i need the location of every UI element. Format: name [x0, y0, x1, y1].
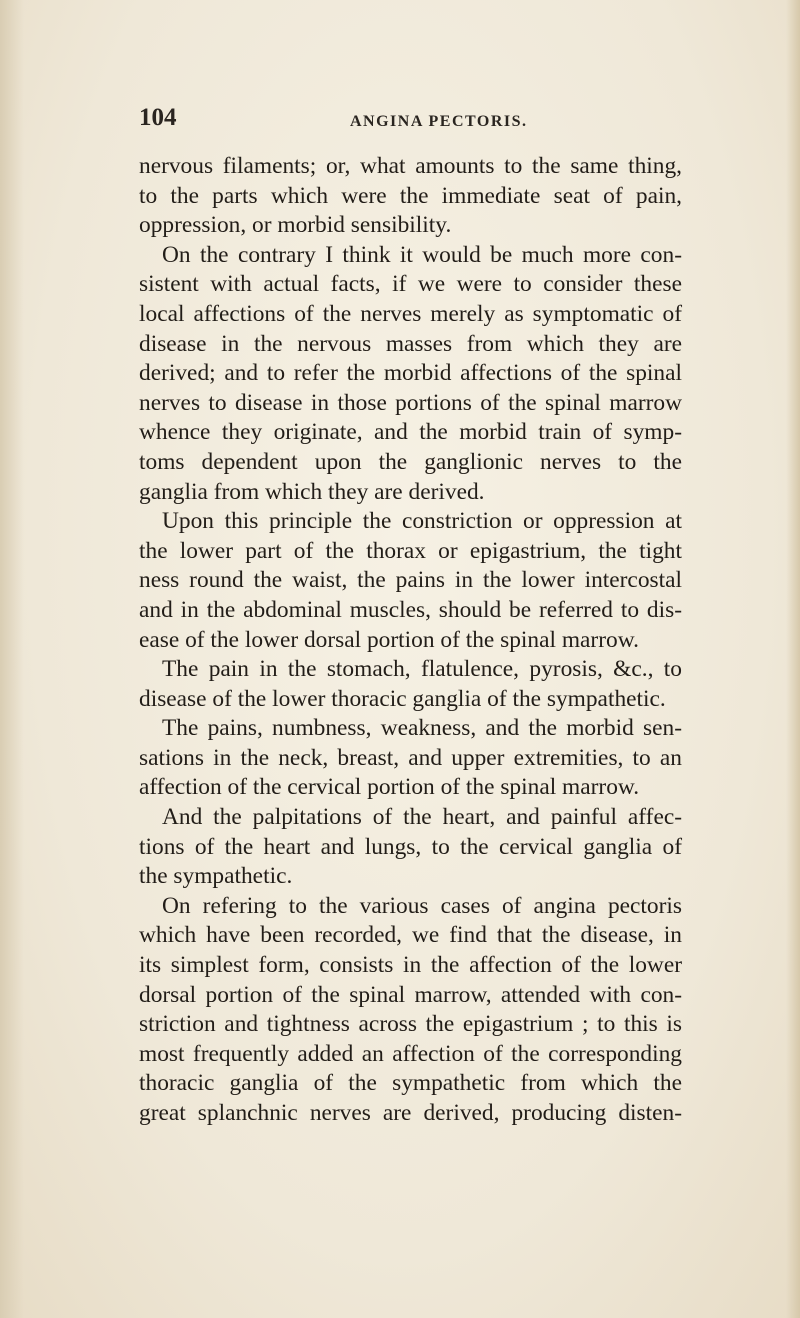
text-line: whence they originate, and the morbid train of symp- — [139, 419, 682, 446]
text-line: Upon this principle the constriction or oppression at — [162, 508, 682, 535]
text-line: disease in the nervous masses from which they are — [139, 330, 682, 357]
text-line: toms dependent upon the ganglionic nerves to the — [139, 448, 682, 475]
text-line: which have been recorded, we find that the disease, in — [139, 922, 682, 949]
text-line: derived; and to refer the morbid affections of the spinal — [139, 360, 682, 387]
text-line: The pain in the stomach, flatulence, pyrosis, &c., to — [162, 656, 682, 683]
body-text — [139, 152, 682, 1129]
text-line: local affections of the nerves merely as symptomatic of — [139, 300, 682, 327]
text-line: sistent with actual facts, if we were to consider these — [139, 271, 682, 298]
page-header — [139, 104, 682, 144]
text-line: sations in the neck, breast, and upper extremities, to an — [139, 744, 682, 771]
text-line: its simplest form, consists in the affection of the lower — [139, 952, 682, 979]
text-line: ease of the lower dorsal portion of the spinal marrow. — [139, 626, 639, 653]
text-line: ganglia from which they are derived. — [139, 478, 485, 505]
running-head: ANGINA PECTORIS. — [350, 113, 528, 130]
text-line: disease of the lower thoracic ganglia of the sympathetic. — [139, 685, 666, 712]
text-line: nervous filaments; or, what amounts to the same thing, — [139, 153, 682, 179]
text-line: On the contrary I think it would be much more con- — [162, 241, 682, 268]
text-line: thoracic ganglia of the sympathetic from which the — [139, 1070, 682, 1097]
text-line: and in the abdominal muscles, should be referred to dis- — [139, 596, 682, 623]
text-line: the sympathetic. — [139, 863, 293, 890]
text-line: most frequently added an affection of the corresponding — [139, 1040, 682, 1067]
text-line: to the parts which were the immediate seat of pain, — [139, 182, 682, 209]
text-line: great splanchnic nerves are derived, producing disten- — [139, 1100, 682, 1126]
text-line: striction and tightness across the epigastrium ; to this is — [139, 1011, 682, 1038]
text-line: the lower part of the thorax or epigastrium, the tight — [139, 537, 682, 564]
page-number: 104 — [139, 104, 177, 131]
text-line: And the palpitations of the heart, and painful affec- — [162, 804, 682, 831]
text-line: oppression, or morbid sensibility. — [139, 212, 452, 239]
text-line: The pains, numbness, weakness, and the morbid sen- — [162, 715, 682, 742]
text-line: nerves to disease in those portions of the spinal marrow — [139, 389, 682, 416]
text-line: On refering to the various cases of angina pectoris — [162, 892, 682, 919]
text-line: tions of the heart and lungs, to the cervical ganglia of — [139, 833, 682, 860]
text-line: ness round the waist, the pains in the lower intercostal — [139, 567, 682, 594]
text-line: affection of the cervical portion of the spinal marrow. — [139, 774, 640, 801]
page-edge-shadow-right — [786, 0, 800, 1318]
page-edge-shadow-left — [0, 0, 24, 1318]
text-line: dorsal portion of the spinal marrow, attended with con- — [139, 981, 682, 1008]
